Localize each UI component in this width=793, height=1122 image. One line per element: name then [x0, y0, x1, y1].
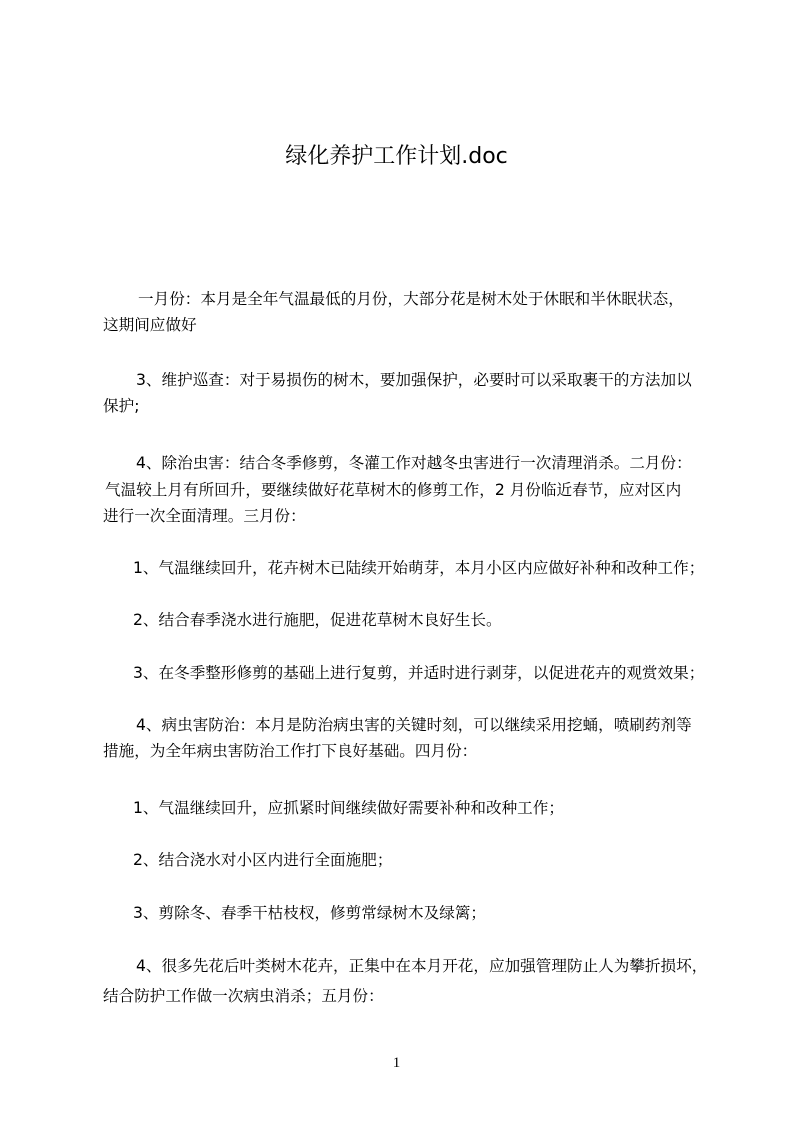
- paragraph-2-line: 3、维护巡查：对于易损伤的树木，要加强保护，必要时可以采取裹干的方法加以: [136, 371, 692, 389]
- paragraph-2-line: 保护;: [103, 397, 140, 415]
- paragraph-1-line: 一月份：本月是全年气温最低的月份，大部分花是树木处于休眠和半休眠状态，: [138, 290, 684, 308]
- paragraph-1-line: 这期间应做好: [103, 316, 197, 334]
- paragraph-11-line: 4、很多先花后叶类树木花卉，正集中在本月开花，应加强管理防止人为攀折损坏，: [136, 957, 708, 975]
- paragraph-3-line: 进行一次全面清理。三月份：: [103, 507, 306, 525]
- paragraph-3-line: 4、除治虫害：结合冬季修剪，冬灌工作对越冬虫害进行一次清理消杀。二月份：: [136, 454, 692, 472]
- paragraph-11-line: 结合防护工作做一次病虫消杀；五月份：: [103, 987, 384, 1005]
- paragraph-7-line: 措施，为全年病虫害防治工作打下良好基础。四月份：: [103, 742, 478, 760]
- document-title: 绿化养护工作计划.doc: [285, 144, 508, 169]
- paragraph-5-line: 2、结合春季浇水进行施肥，促进花草树木良好生长。: [133, 611, 502, 629]
- paragraph-10-line: 3、剪除冬、春季干枯枝杈，修剪常绿树木及绿篱；: [133, 904, 486, 922]
- paragraph-4-line: 1、气温继续回升，花卉树木已陆续开始萌芽，本月小区内应做好补种和改种工作；: [133, 559, 705, 577]
- page-number: 1: [392, 1055, 401, 1071]
- paragraph-6-line: 3、在冬季整形修剪的基础上进行复剪，并适时进行剥芽，以促进花卉的观赏效果；: [133, 664, 705, 682]
- paragraph-7-line: 4、病虫害防治：本月是防治病虫害的关键时刻，可以继续采用挖蛹，喷刷药剂等: [136, 716, 692, 734]
- paragraph-9-line: 2、结合浇水对小区内进行全面施肥；: [133, 851, 393, 869]
- paragraph-3-line: 气温较上月有所回升，要继续做好花草树木的修剪工作，2 月份临近春节，应对区内: [105, 481, 682, 499]
- paragraph-8-line: 1、气温继续回升，应抓紧时间继续做好需要补种和改种工作；: [133, 799, 564, 817]
